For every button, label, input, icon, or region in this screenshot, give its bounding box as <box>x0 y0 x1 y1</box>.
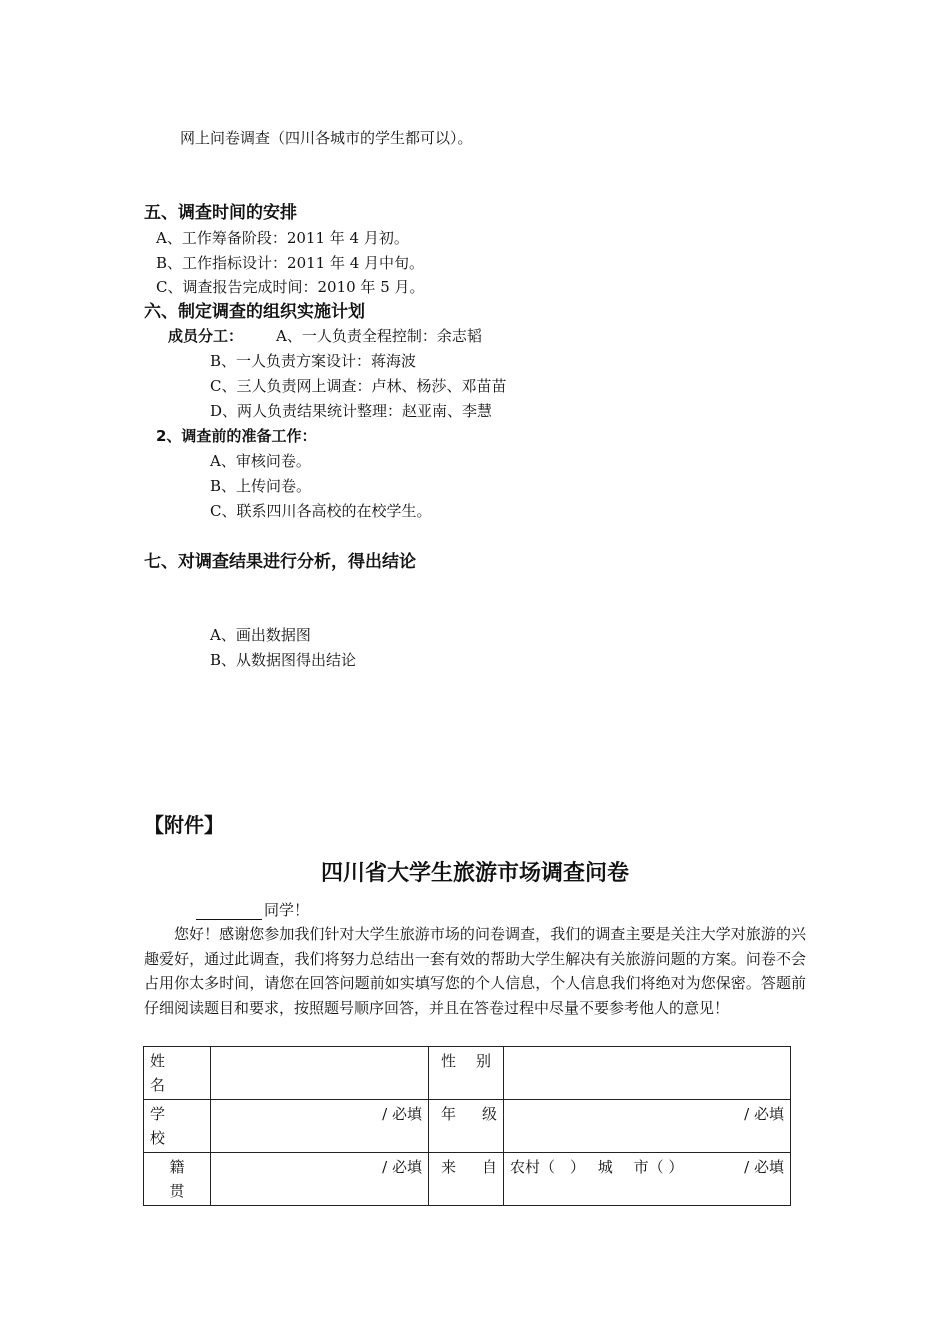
gender-label-1: 性 <box>441 1052 457 1070</box>
name-label-2: 名 <box>150 1076 166 1094</box>
gender-input-cell[interactable] <box>504 1047 791 1100</box>
school-label-cell <box>144 1100 211 1153</box>
origin-label-cell <box>144 1153 211 1206</box>
table-row <box>144 1100 791 1153</box>
section5-heading: 五、调查时间的安排 <box>144 203 297 223</box>
prep-item: C、联系四川各高校的在校学生。 <box>210 502 432 520</box>
grade-label-2: 级 <box>481 1105 497 1123</box>
from-required: / 必填 <box>744 1158 784 1176</box>
table-row <box>144 1153 791 1206</box>
member-item: A、一人负责全程控制：余志韬 <box>276 327 482 345</box>
table-row <box>144 1047 791 1100</box>
prep-item: B、上传问卷。 <box>210 477 312 495</box>
member-item: C、三人负责网上调查：卢林、杨莎、邓苗苗 <box>210 377 507 395</box>
gender-label-2: 别 <box>475 1052 491 1070</box>
member-item: B、一人负责方案设计：蒋海波 <box>210 352 417 370</box>
name-blank[interactable] <box>196 904 262 920</box>
from-label-1: 来 <box>441 1158 457 1176</box>
grade-label-cell <box>429 1100 504 1153</box>
section6-heading: 六、制定调查的组织实施计划 <box>144 302 365 322</box>
personal-info-table <box>143 1046 791 1206</box>
member-item: D、两人负责结果统计整理：赵亚南、李慧 <box>210 402 493 420</box>
section5-item: C、调查报告完成时间：2010 年 5 月。 <box>156 278 425 296</box>
intro-paragraph: 您好！感谢您参加我们针对大学生旅游市场的问卷调查，我们的调查主要是关注大学对旅游的兴趣爱好，通过此调查，我们将努力总结出一套有效的帮助大学生解决有关旅游问题的方案。问卷不会占用你太多时间，请您在回答问题前如实填写您的个人信息，个人信息我们将绝对为您保密。答题前仔细阅读题目和要求，按照题号顺序回答，并且在答卷过程中尽量不要参考他人的意见！ <box>144 925 806 1017</box>
grade-input-cell[interactable] <box>504 1100 791 1153</box>
section7-heading: 七、对调查结果进行分析，得出结论 <box>144 552 416 572</box>
section7-item: B、从数据图得出结论 <box>210 651 357 669</box>
survey-method-text: 网上问卷调查（四川各城市的学生都可以）。 <box>180 129 473 147</box>
from-input-cell <box>504 1153 791 1206</box>
grade-required: / 必填 <box>744 1105 784 1123</box>
greeting-text: 同学！ <box>264 901 310 919</box>
origin-required: / 必填 <box>382 1158 422 1176</box>
members-label: 成员分工： <box>168 327 244 345</box>
rural-option[interactable]: 农村（ ） <box>510 1158 586 1176</box>
origin-input-cell[interactable] <box>211 1153 429 1206</box>
name-label-cell <box>144 1047 211 1100</box>
origin-label-1: 籍 <box>169 1158 185 1176</box>
greeting-line <box>196 900 309 920</box>
school-label-2: 校 <box>150 1129 166 1147</box>
appendix-label: 【附件】 <box>144 813 224 837</box>
from-label-2: 自 <box>481 1158 497 1176</box>
prep-label: 2、调查前的准备工作： <box>156 427 317 445</box>
origin-label-2: 贯 <box>169 1182 185 1200</box>
gender-label-cell <box>429 1047 504 1100</box>
school-label-1: 学 <box>150 1105 166 1123</box>
section5-item: A、工作筹备阶段：2011 年 4 月初。 <box>156 229 409 247</box>
name-label-1: 姓 <box>150 1052 166 1070</box>
school-required: / 必填 <box>382 1105 422 1123</box>
school-input-cell[interactable] <box>211 1100 429 1153</box>
name-input-cell[interactable] <box>211 1047 429 1100</box>
questionnaire-title: 四川省大学生旅游市场调查问卷 <box>320 861 629 886</box>
city-option-2[interactable]: 市（ ） <box>633 1158 684 1176</box>
section5-item: B、工作指标设计：2011 年 4 月中旬。 <box>156 254 425 272</box>
section7-item: A、画出数据图 <box>210 626 311 644</box>
grade-label-1: 年 <box>441 1105 457 1123</box>
city-option-1[interactable]: 城 <box>597 1158 613 1176</box>
prep-item: A、审核问卷。 <box>210 452 311 470</box>
from-label-cell <box>429 1153 504 1206</box>
